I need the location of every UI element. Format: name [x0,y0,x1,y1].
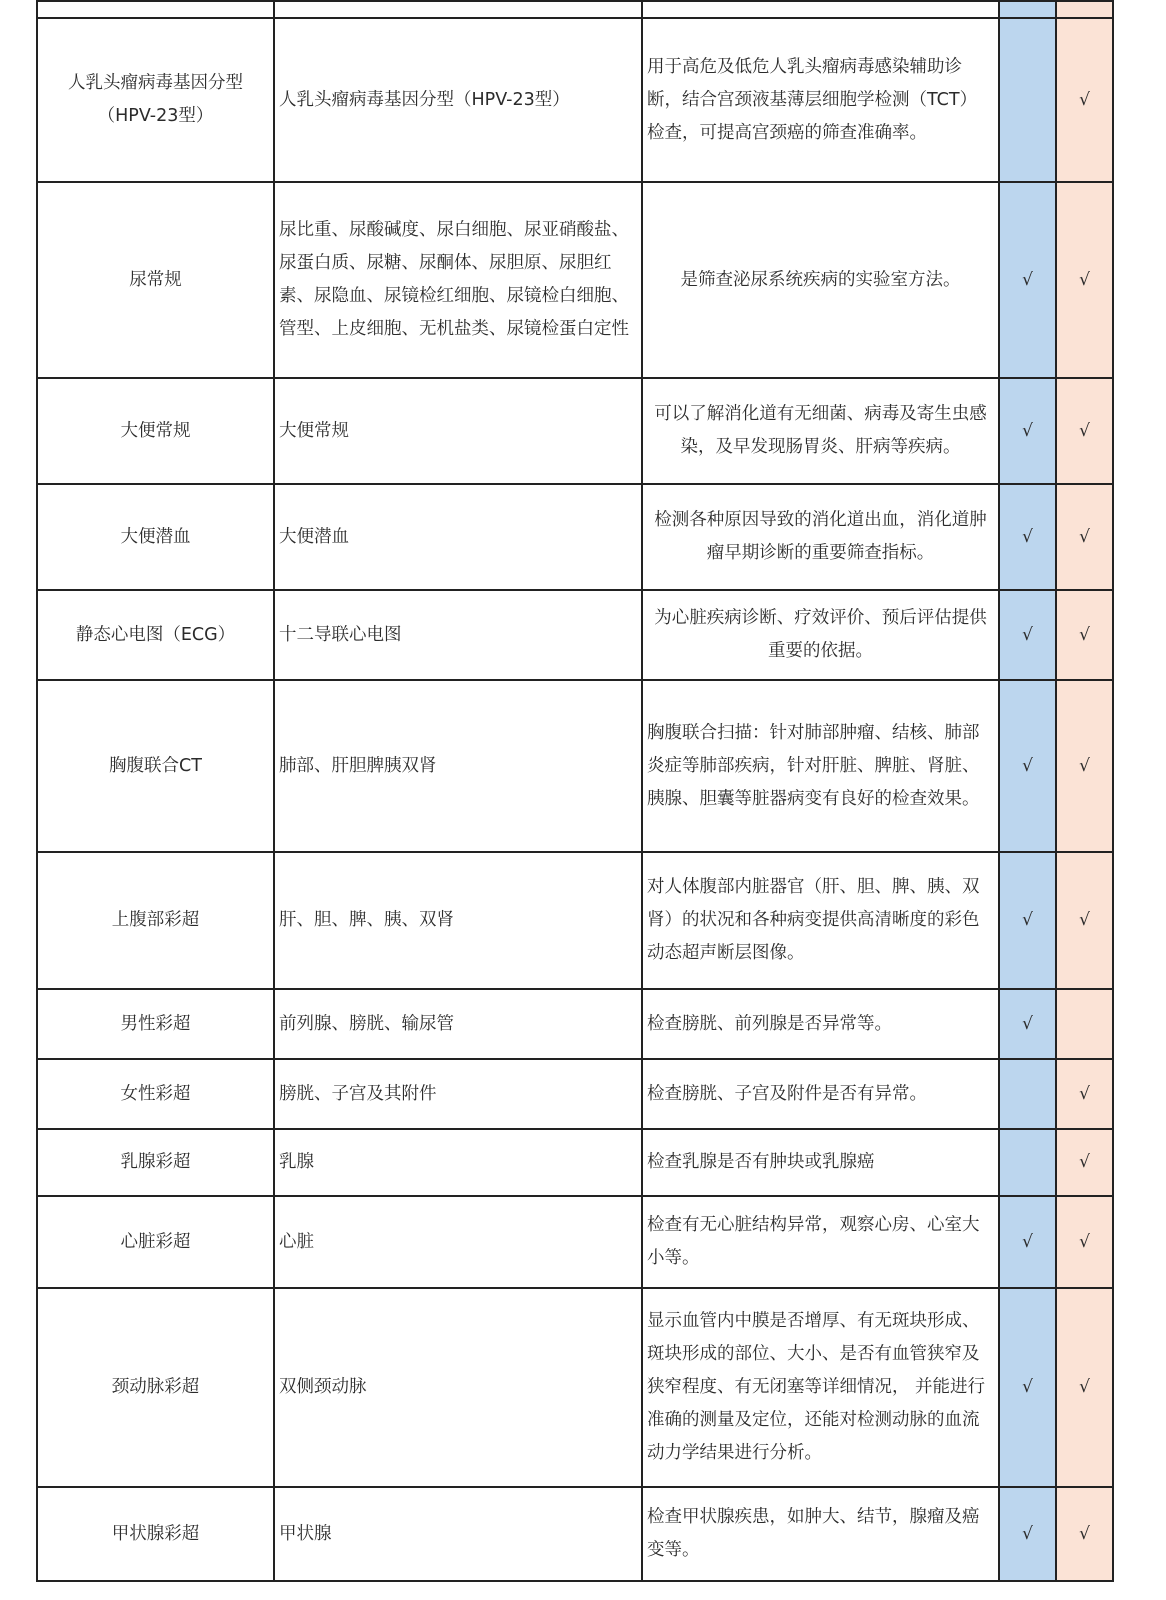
exam-name-cell: 甲状腺彩超 [37,1487,274,1581]
package-a-mark-cell: √ [999,182,1056,378]
exam-description-cell: 用于高危及低危人乳头瘤病毒感染辅助诊断，结合宫颈液基薄层细胞学检测（TCT）检查，可提高宫颈癌的筛查准确率。 [642,18,999,182]
package-b-mark-cell: √ [1056,484,1113,590]
exam-description-cell: 可以了解消化道有无细菌、病毒及寄生虫感染，及早发现肠胃炎、肝病等疾病。 [642,378,999,484]
exam-items-cell: 尿比重、尿酸碱度、尿白细胞、尿亚硝酸盐、尿蛋白质、尿糖、尿酮体、尿胆原、尿胆红素、尿隐血、尿镜检红细胞、尿镜检白细胞、管型、上皮细胞、无机盐类、尿镜检蛋白定性 [274,182,642,378]
exam-name-cell: 人乳头瘤病毒基因分型（HPV-23型） [37,18,274,182]
package-a-mark-cell: √ [999,680,1056,852]
exam-name-cell: 女性彩超 [37,1059,274,1129]
package-b-mark-cell [1056,989,1113,1059]
package-b-mark-cell: √ [1056,1129,1113,1196]
package-b-mark-cell: √ [1056,852,1113,989]
exam-items-cell [274,1,642,18]
exam-name-cell: 心脏彩超 [37,1196,274,1288]
package-a-mark-cell [999,1,1056,18]
exam-name-cell [37,1,274,18]
exam-description-cell: 为心脏疾病诊断、疗效评价、预后评估提供重要的依据。 [642,590,999,680]
package-b-mark-cell: √ [1056,1487,1113,1581]
package-a-mark-cell [999,1129,1056,1196]
table-row [37,1288,1113,1487]
package-a-mark-cell: √ [999,378,1056,484]
package-a-mark-cell [999,18,1056,182]
exam-description-cell [642,1,999,18]
package-b-mark-cell: √ [1056,1288,1113,1487]
exam-name-cell: 颈动脉彩超 [37,1288,274,1487]
exam-name-cell: 乳腺彩超 [37,1129,274,1196]
exam-name-cell: 尿常规 [37,182,274,378]
package-b-mark-cell: √ [1056,378,1113,484]
exam-items-cell: 乳腺 [274,1129,642,1196]
table-row [37,378,1113,484]
exam-description-cell: 检查膀胱、前列腺是否异常等。 [642,989,999,1059]
table-row [37,1129,1113,1196]
package-b-mark-cell: √ [1056,18,1113,182]
exam-name-cell: 胸腹联合CT [37,680,274,852]
exam-items-cell: 大便常规 [274,378,642,484]
exam-description-cell: 检查有无心脏结构异常，观察心房、心室大小等。 [642,1196,999,1288]
table-row [37,182,1113,378]
package-a-mark-cell: √ [999,1196,1056,1288]
package-b-mark-cell: √ [1056,590,1113,680]
exam-description-cell: 检测各种原因导致的消化道出血，消化道肿瘤早期诊断的重要筛查指标。 [642,484,999,590]
table-row [37,18,1113,182]
exam-description-cell: 对人体腹部内脏器官（肝、胆、脾、胰、双肾）的状况和各种病变提供高清晰度的彩色动态超声断层图像。 [642,852,999,989]
table-row [37,1487,1113,1581]
table-row [37,1,1113,18]
table-row [37,1059,1113,1129]
table-row [37,484,1113,590]
package-a-mark-cell: √ [999,1487,1056,1581]
exam-items-cell: 人乳头瘤病毒基因分型（HPV-23型） [274,18,642,182]
exam-items-cell: 心脏 [274,1196,642,1288]
exam-description-cell: 胸腹联合扫描：针对肺部肿瘤、结核、肺部炎症等肺部疾病，针对肝脏、脾脏、肾脏、胰腺、胆囊等脏器病变有良好的检查效果。 [642,680,999,852]
package-b-mark-cell [1056,1,1113,18]
exam-items-cell: 膀胱、子宫及其附件 [274,1059,642,1129]
exam-items-table-sheet [36,0,1112,1568]
table-row [37,1196,1113,1288]
exam-items-cell: 十二导联心电图 [274,590,642,680]
package-b-mark-cell: √ [1056,680,1113,852]
exam-description-cell: 是筛查泌尿系统疾病的实验室方法。 [642,182,999,378]
exam-items-cell: 肺部、肝胆脾胰双肾 [274,680,642,852]
package-a-mark-cell: √ [999,590,1056,680]
exam-description-cell: 检查膀胱、子宫及附件是否有异常。 [642,1059,999,1129]
package-b-mark-cell: √ [1056,1059,1113,1129]
package-a-mark-cell: √ [999,989,1056,1059]
table-row [37,989,1113,1059]
exam-items-cell: 肝、胆、脾、胰、双肾 [274,852,642,989]
exam-items-cell: 双侧颈动脉 [274,1288,642,1487]
package-a-mark-cell: √ [999,484,1056,590]
exam-description-cell: 检查乳腺是否有肿块或乳腺癌 [642,1129,999,1196]
exam-description-cell: 显示血管内中膜是否增厚、有无斑块形成、斑块形成的部位、大小、是否有血管狭窄及狭窄程度、有无闭塞等详细情况， 并能进行准确的测量及定位，还能对检测动脉的血流动力学结果进行分析。 [642,1288,999,1487]
table-row [37,852,1113,989]
table-row [37,590,1113,680]
exam-items-cell: 大便潜血 [274,484,642,590]
table-row [37,680,1113,852]
exam-description-cell: 检查甲状腺疾患，如肿大、结节，腺瘤及癌变等。 [642,1487,999,1581]
exam-items-cell: 甲状腺 [274,1487,642,1581]
package-b-mark-cell: √ [1056,182,1113,378]
package-a-mark-cell: √ [999,1288,1056,1487]
package-a-mark-cell: √ [999,852,1056,989]
package-a-mark-cell [999,1059,1056,1129]
exam-name-cell: 男性彩超 [37,989,274,1059]
package-b-mark-cell: √ [1056,1196,1113,1288]
exam-name-cell: 上腹部彩超 [37,852,274,989]
exam-items-cell: 前列腺、膀胱、输尿管 [274,989,642,1059]
exam-name-cell: 大便潜血 [37,484,274,590]
exam-name-cell: 静态心电图（ECG） [37,590,274,680]
exam-name-cell: 大便常规 [37,378,274,484]
exam-items-table [36,0,1114,1582]
